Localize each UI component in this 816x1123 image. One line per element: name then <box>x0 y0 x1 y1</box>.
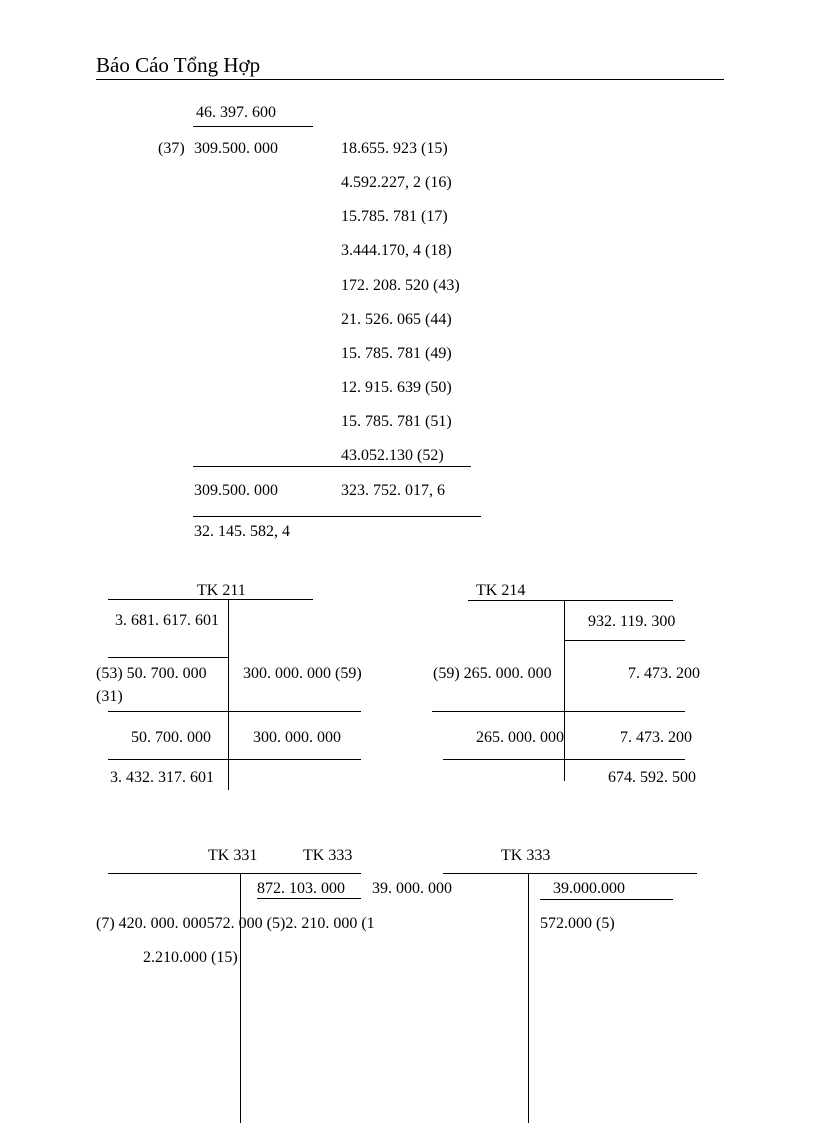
opening-balance: 872. 103. 000 <box>257 880 345 897</box>
total-debit: 309.500. 000 <box>194 482 278 499</box>
total-rule <box>432 711 685 712</box>
credit-entry: 15.785. 781 (17) <box>341 208 448 225</box>
credit-entry: 15. 785. 781 (51) <box>341 413 452 430</box>
account-title-333: TK 333 <box>303 847 353 864</box>
credit-entry: 12. 915. 639 (50) <box>341 379 452 396</box>
credit-entry: 18.655. 923 (15) <box>341 140 448 157</box>
closing-balance: 32. 145. 582, 4 <box>194 523 290 540</box>
credit-entry: 4.592.227, 2 (16) <box>341 174 452 191</box>
total-debit: 50. 700. 000 <box>131 729 211 746</box>
title-rule <box>468 600 673 601</box>
debit-ref: (37) <box>158 140 185 157</box>
opening-rule <box>540 899 673 900</box>
header-rule <box>96 79 724 80</box>
credit-entry: 572.000 (5) <box>540 915 615 932</box>
credit-entry: 172. 208. 520 (43) <box>341 277 460 294</box>
opening-balance: 932. 119. 300 <box>588 613 676 630</box>
t-divider <box>528 874 529 1123</box>
opening-rule <box>193 126 313 127</box>
total-credit: 7. 473. 200 <box>620 729 692 746</box>
opening-balance: 39.000.000 <box>553 880 625 897</box>
credit-entry: 15. 785. 781 (49) <box>341 345 452 362</box>
debit-entry: (59) 265. 000. 000 <box>433 665 552 682</box>
credit-entry: 7. 473. 200 <box>628 665 700 682</box>
debit-entry-tail: (31) <box>96 688 123 705</box>
t-divider <box>564 601 565 781</box>
debit-entry: (53) 50. 700. 000 <box>96 665 207 682</box>
total-rule <box>108 711 361 712</box>
closing-balance: 674. 592. 500 <box>608 769 696 786</box>
closing-rule <box>108 759 361 760</box>
entry-line-2: 2.210.000 (15) <box>143 949 238 966</box>
account-title: TK 214 <box>476 582 526 599</box>
credit-entry: 43.052.130 (52) <box>341 447 444 464</box>
account-title: TK 333 <box>501 847 551 864</box>
t-divider <box>228 600 229 790</box>
title-rule <box>108 873 361 874</box>
account-title: TK 211 <box>197 582 246 599</box>
total-rule <box>193 466 471 467</box>
total-credit: 300. 000. 000 <box>253 729 341 746</box>
t-divider <box>240 874 241 1123</box>
page-title: Báo Cáo Tổng Hợp <box>96 53 261 77</box>
closing-balance: 3. 432. 317. 601 <box>110 769 214 786</box>
title-rule <box>108 599 313 600</box>
total-credit: 323. 752. 017, 6 <box>341 482 445 499</box>
credit-entry: 21. 526. 065 (44) <box>341 311 452 328</box>
debit-amount: 309.500. 000 <box>194 140 278 157</box>
total-debit: 265. 000. 000 <box>476 729 564 746</box>
opening-rule <box>108 657 228 658</box>
credit-entry: 300. 000. 000 (59) <box>243 665 362 682</box>
credit-entry: 3.444.170, 4 (18) <box>341 242 452 259</box>
account-title: TK 331 <box>208 847 258 864</box>
closing-rule <box>193 516 481 517</box>
opening-balance: 3. 681. 617. 601 <box>115 612 219 629</box>
entry-line: (7) 420. 000. 000572. 000 (5)2. 210. 000 (1 <box>96 915 375 932</box>
opening-balance: 46. 397. 600 <box>196 104 276 121</box>
opening-rule <box>257 898 361 899</box>
title-rule <box>443 873 697 874</box>
closing-rule <box>443 759 685 760</box>
tk333-amount: 39. 000. 000 <box>372 880 452 897</box>
opening-rule <box>564 640 685 641</box>
